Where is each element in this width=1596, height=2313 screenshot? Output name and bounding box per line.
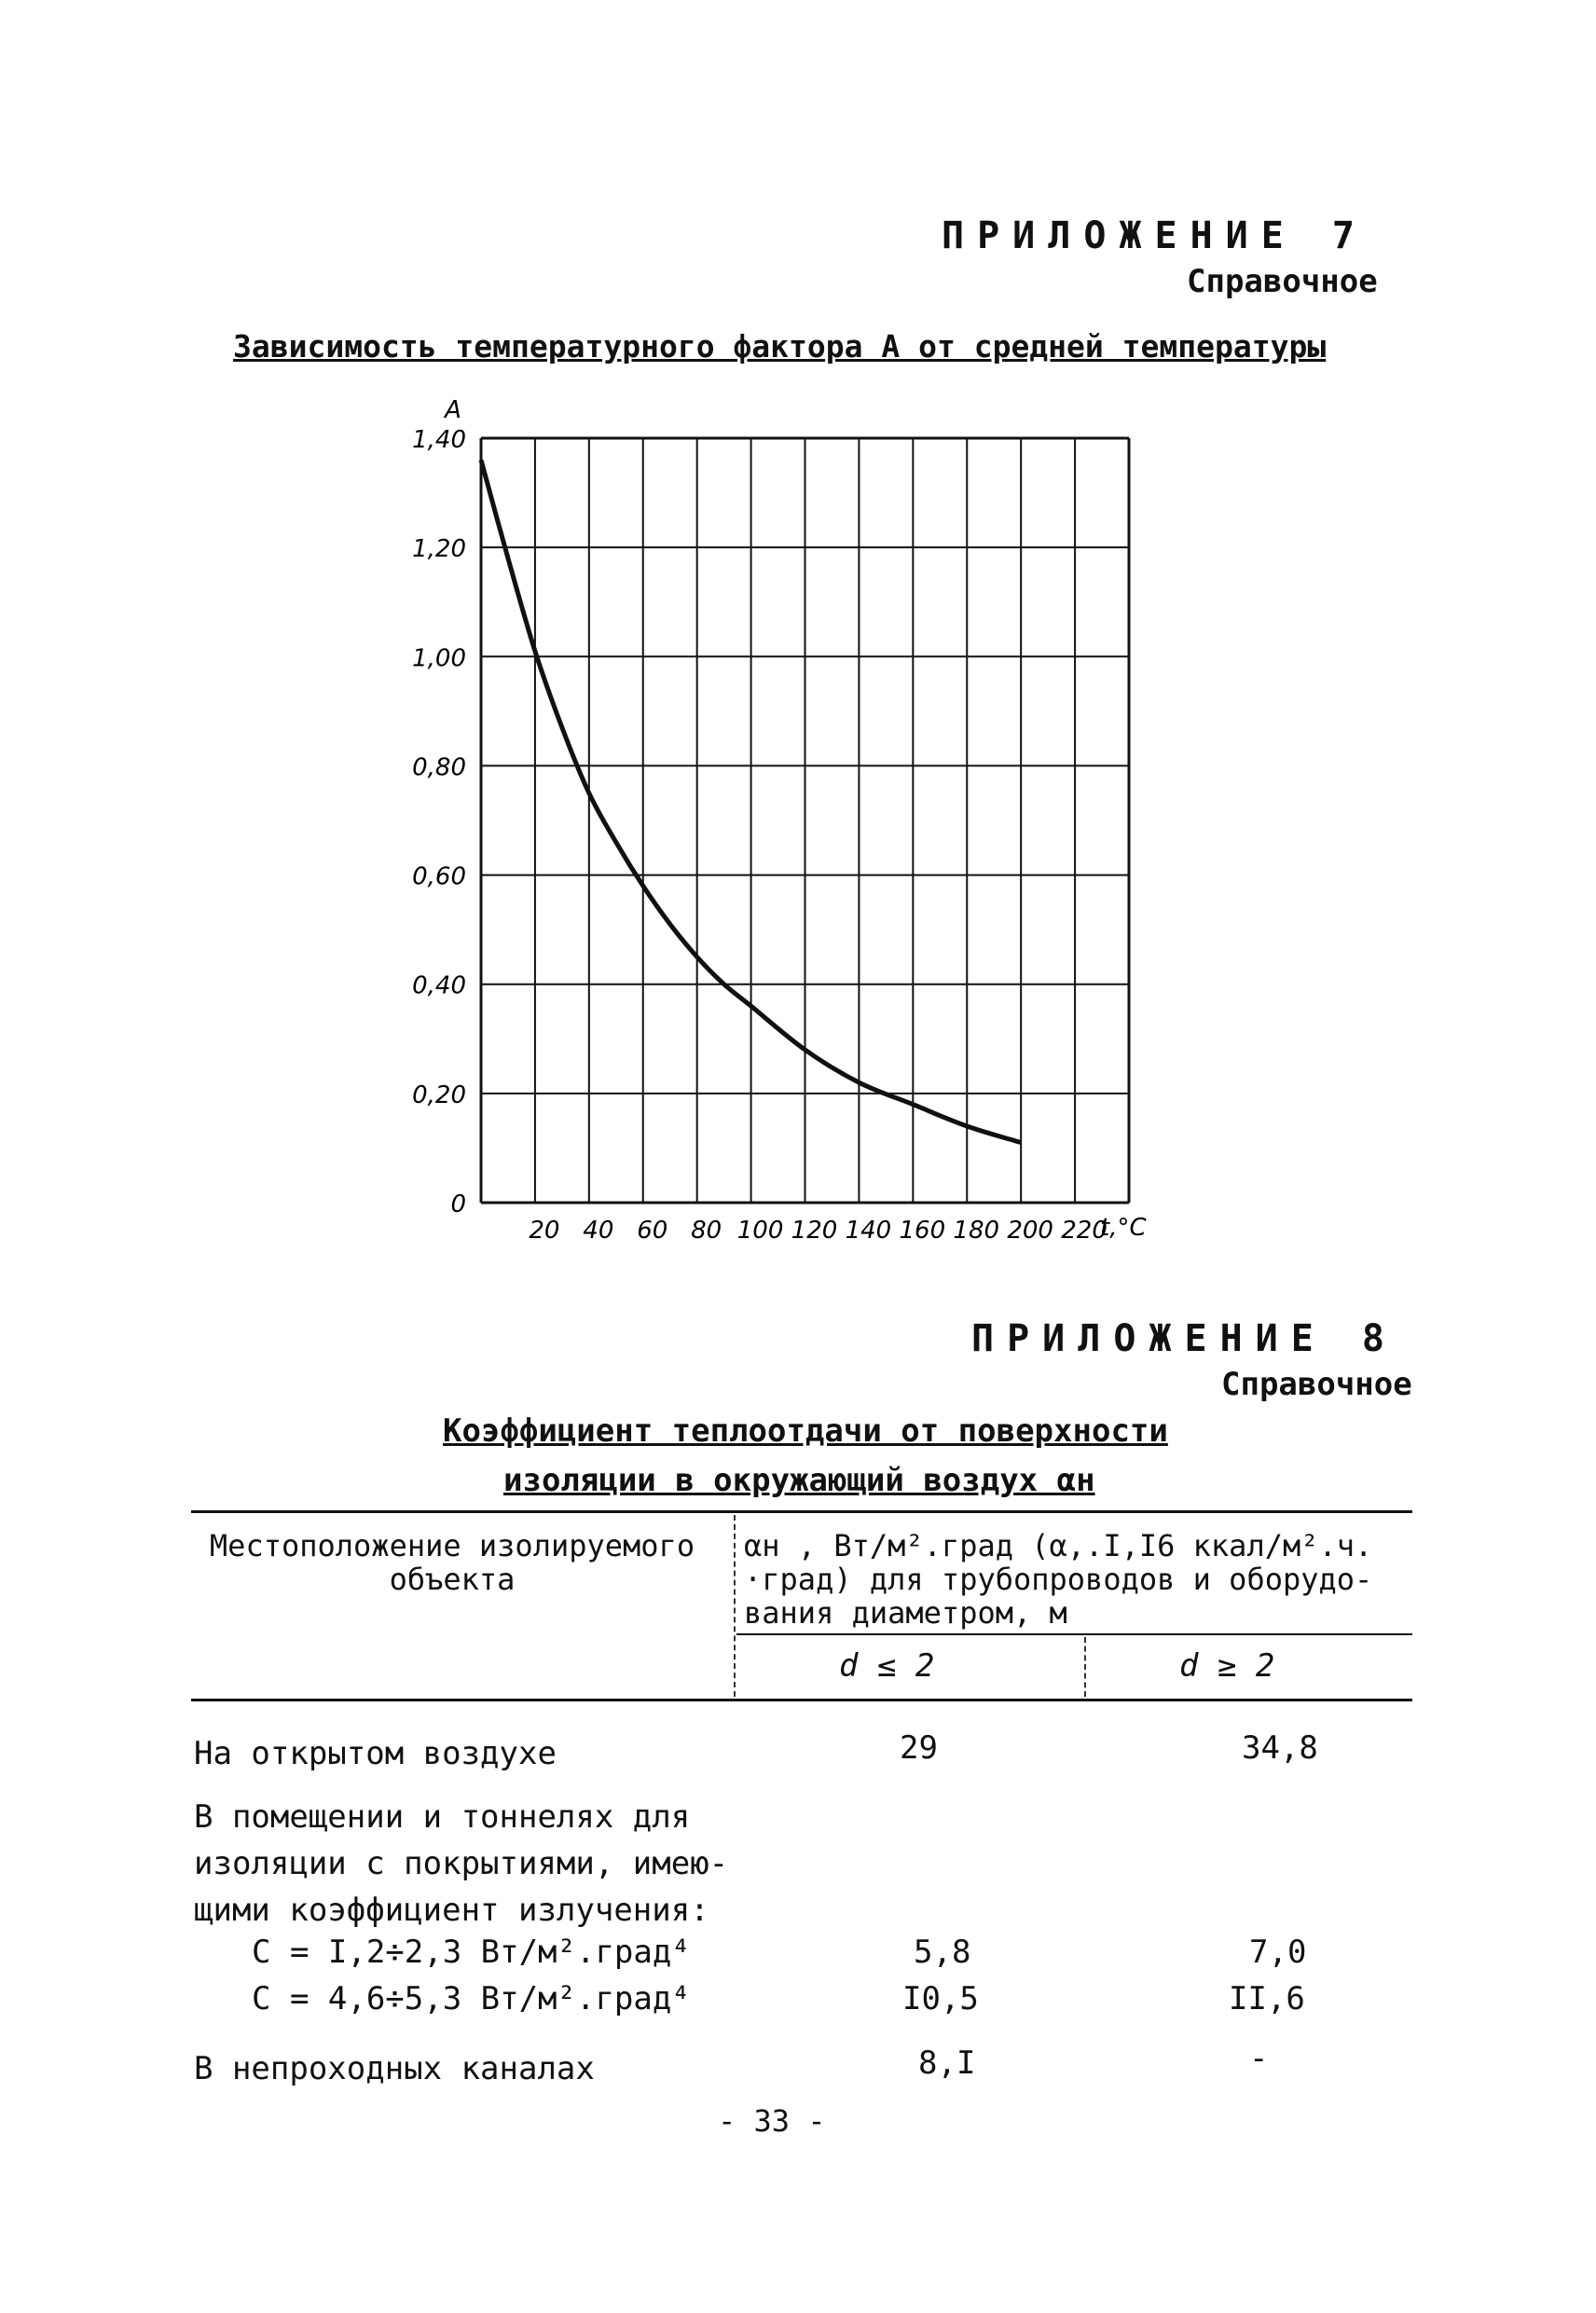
row-channels-v2: - [1249,2040,1269,2077]
x-tick-label: 80 [691,1217,722,1245]
table-caption-line1: Коэффициент теплоотдачи от поверхности [443,1412,1168,1450]
row-open-air-v2: 34,8 [1242,1729,1318,1767]
subheader-rule [736,1633,1412,1635]
chart-caption: Зависимость температурного фактора А от средней температуры [233,328,1327,365]
y-tick-label: 0,80 [412,753,466,782]
col2-header-line1: αн , Вт/м².град (α,.I,I6 ккал/м².ч. [744,1528,1373,1563]
row-open-air-label: На открытом воздухе [194,1735,557,1772]
x-tick-label: 120 [791,1217,838,1245]
y-tick-labels [412,426,466,1218]
y-tick-label: 0,40 [412,971,466,1000]
table-caption-line2: изоляции в окружающий воздух αн [503,1462,1095,1499]
row-indoor-label-2: изоляции с покрытиями, имею- [194,1845,729,1882]
y-tick-label: 1,40 [412,426,466,454]
appendix-7-heading: ПРИЛОЖЕНИЕ 7 [942,214,1368,257]
row-c1-v2: 7,0 [1249,1934,1307,1971]
subheader-divider [1084,1637,1086,1697]
y-tick-label: 0,20 [412,1081,466,1109]
x-tick-label: 20 [529,1217,560,1245]
header-divider [734,1515,736,1697]
x-tick-label: 100 [736,1217,784,1245]
x-tick-label: 160 [899,1217,946,1245]
x-tick-label: 180 [953,1217,1000,1245]
x-tick-label: 40 [583,1217,614,1245]
y-tick-label: 1,20 [412,535,466,564]
x-tick-label: 140 [845,1217,892,1245]
temperature-factor-chart [392,392,1231,1268]
header-bottom-rule [191,1699,1412,1701]
appendix-8-heading: ПРИЛОЖЕНИЕ 8 [971,1317,1397,1360]
row-indoor-label-3: щими коэффициент излучения: [194,1892,709,1929]
chart-grid [481,438,1129,1203]
col2-header-line2: ·град) для трубопроводов и оборудо- [744,1562,1373,1597]
row-c1-label: С = I,2÷2,3 Вт/м².град⁴ [252,1934,691,1971]
x-axis-label: t,°C [1100,1214,1147,1242]
x-tick-label: 220 [1061,1217,1108,1245]
row-indoor-label-1: В помещении и тоннелях для [194,1798,691,1836]
x-tick-labels [529,1217,1108,1245]
y-tick-label: 1,00 [412,644,466,673]
row-c2-label: С = 4,6÷5,3 Вт/м².град⁴ [252,1980,691,2017]
col1-header: Местоположение изолируемого объекта [209,1528,695,1597]
appendix-7-type: Справочное [1187,263,1378,300]
table-top-rule [191,1510,1412,1513]
subheader-d-le-2: d ≤ 2 [839,1647,935,1685]
appendix-8-type: Справочное [1221,1366,1412,1403]
y-tick-label: 0,60 [412,862,466,891]
row-c2-v1: I0,5 [902,1980,979,2017]
row-open-air-v1: 29 [900,1729,938,1767]
y-axis-label: A [445,396,461,424]
row-c1-v1: 5,8 [914,1934,971,1971]
x-tick-label: 200 [1007,1217,1053,1245]
col2-header-line3: вания диаметром, м [744,1595,1067,1631]
x-tick-label: 60 [637,1217,668,1245]
row-c2-v2: II,6 [1229,1980,1305,2017]
row-channels-v1: 8,I [918,2045,976,2082]
y-tick-label: 0 [450,1191,466,1218]
page-number: - 33 - [718,2103,826,2139]
row-channels-label: В непроходных каналах [194,2050,595,2087]
subheader-d-ge-2: d ≥ 2 [1179,1647,1275,1685]
